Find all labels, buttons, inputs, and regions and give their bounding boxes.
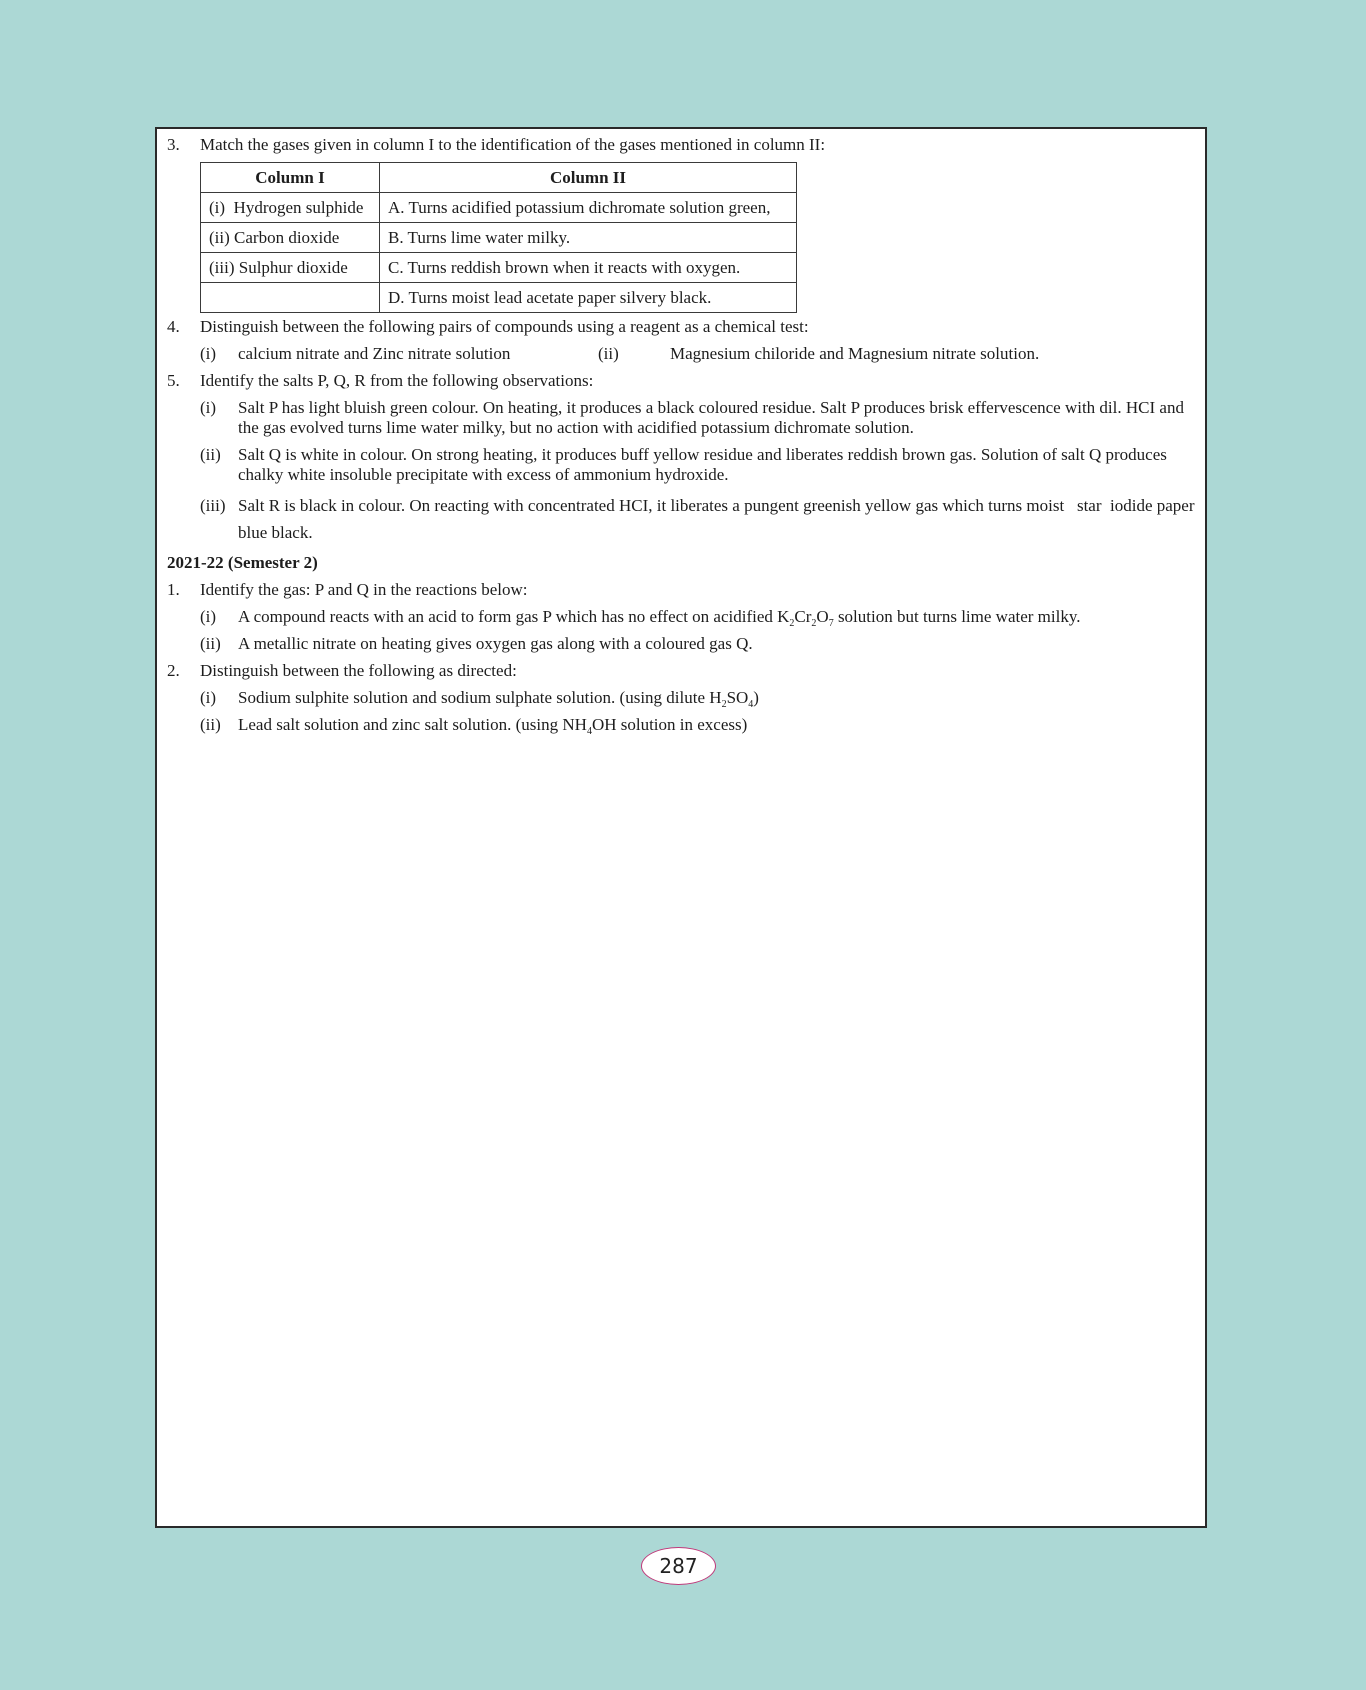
- subscript: 7: [828, 618, 834, 629]
- question-number: 2.: [167, 661, 180, 680]
- section-question-1: [167, 580, 1195, 600]
- sub-text: [238, 688, 759, 710]
- table-cell: (i) Hydrogen sulphide: [201, 193, 380, 223]
- sub-text: A metallic nitrate on heating gives oxygen gas along with a coloured gas Q.: [238, 634, 753, 653]
- sub-text: calcium nitrate and Zinc nitrate solution: [238, 344, 511, 363]
- sub-item-pair: [200, 344, 1195, 364]
- sub-item: [200, 492, 1199, 546]
- sub-label: (i): [200, 398, 217, 417]
- table-row: [201, 253, 797, 283]
- sub-label: (i): [200, 344, 217, 363]
- question-text: Match the gases given in column I to the identification of the gases mentioned in column II:: [200, 135, 826, 154]
- sub-text: [238, 715, 748, 737]
- question-text: Distinguish between the following as directed:: [200, 661, 517, 680]
- subscript: 4: [748, 699, 754, 710]
- question-3: [167, 135, 1195, 155]
- question-text: Distinguish between the following pairs of compounds using a reagent as a chemical test:: [200, 317, 809, 336]
- table-cell: A. Turns acidified potassium dichromate solution green,: [380, 193, 797, 223]
- sub-label: (ii): [200, 715, 221, 734]
- table-row: [201, 223, 797, 253]
- text-run: solution but turns lime water milky.: [833, 607, 1081, 626]
- sub-items: [167, 688, 1195, 735]
- question-5: [167, 371, 1195, 391]
- column-header: Column II: [380, 163, 797, 193]
- table-row: [201, 193, 797, 223]
- sub-text: Magnesium chiloride and Magnesium nitrate solution.: [670, 344, 1040, 363]
- sub-item: [200, 688, 1195, 708]
- sub-label: (ii): [200, 445, 221, 464]
- question-number: 3.: [167, 135, 180, 154]
- question-text: Identify the salts P, Q, R from the following observations:: [200, 371, 594, 390]
- table-cell: C. Turns reddish brown when it reacts with oxygen.: [380, 253, 797, 283]
- sub-text: Salt R is black in colour. On reacting with concentrated HCI, it liberates a pungent greenish yellow gas which turns moist star iodide paper blue black.: [238, 496, 1199, 542]
- text-run: Lead salt solution and zinc salt solution. (using NH: [238, 715, 587, 734]
- sub-label: (ii): [200, 634, 221, 653]
- sub-text: Salt P has light bluish green colour. On heating, it produces a black coloured residue. Salt P produces brisk effervescence with dil. HCI and the gas evolved turns lime water milky, but no action with acidified potassium dichromate solution.: [238, 398, 1184, 437]
- text-run: OH solution in excess): [591, 715, 748, 734]
- sub-text: [238, 607, 1081, 629]
- subscript: 2: [811, 618, 817, 629]
- question-number: 1.: [167, 580, 180, 599]
- match-table: [200, 162, 797, 313]
- text-run: O: [816, 607, 829, 626]
- table-cell: D. Turns moist lead acetate paper silvery black.: [380, 283, 797, 313]
- sub-item: [200, 715, 1195, 735]
- sub-text: Salt Q is white in colour. On strong heating, it produces buff yellow residue and liberates reddish brown gas. Solution of salt Q produces chalky white insoluble precipitate with excess of ammonium hydroxide.: [238, 445, 1167, 484]
- text-run: SO: [726, 688, 749, 707]
- sub-item: [200, 445, 1195, 485]
- subscript: 2: [721, 699, 727, 710]
- subscript: 2: [789, 618, 795, 629]
- question-number: 4.: [167, 317, 180, 336]
- text-run: A compound reacts with an acid to form gas P which has no effect on acidified K: [238, 607, 790, 626]
- page-frame: [155, 127, 1207, 1528]
- page-number: 287: [641, 1547, 716, 1585]
- table-cell: [201, 283, 380, 313]
- table-header-row: [201, 163, 797, 193]
- table-row: [201, 283, 797, 313]
- section-question-2: [167, 661, 1195, 681]
- table-cell: (ii) Carbon dioxide: [201, 223, 380, 253]
- column-header: Column I: [201, 163, 380, 193]
- table-cell: B. Turns lime water milky.: [380, 223, 797, 253]
- sub-items: [167, 344, 1195, 364]
- sub-items: [167, 607, 1195, 654]
- table-cell: (iii) Sulphur dioxide: [201, 253, 380, 283]
- page-content: [167, 135, 1199, 742]
- sub-label: (ii): [598, 344, 619, 363]
- subscript: 4: [586, 726, 592, 737]
- sub-label: (i): [200, 688, 217, 707]
- sub-item: [200, 607, 1195, 627]
- sub-label: (i): [200, 607, 217, 626]
- question-text: Identify the gas: P and Q in the reactions below:: [200, 580, 528, 599]
- text-run: ): [753, 688, 759, 707]
- sub-label: (iii): [200, 496, 226, 515]
- question-4: [167, 317, 1195, 337]
- sub-items: [167, 398, 1199, 546]
- sub-item: [200, 634, 1195, 654]
- question-number: 5.: [167, 371, 180, 390]
- sub-item: [200, 398, 1195, 438]
- text-run: Cr: [794, 607, 812, 626]
- text-run: Sodium sulphite solution and sodium sulphate solution. (using dilute H: [238, 688, 722, 707]
- section-heading: 2021-22 (Semester 2): [167, 553, 318, 572]
